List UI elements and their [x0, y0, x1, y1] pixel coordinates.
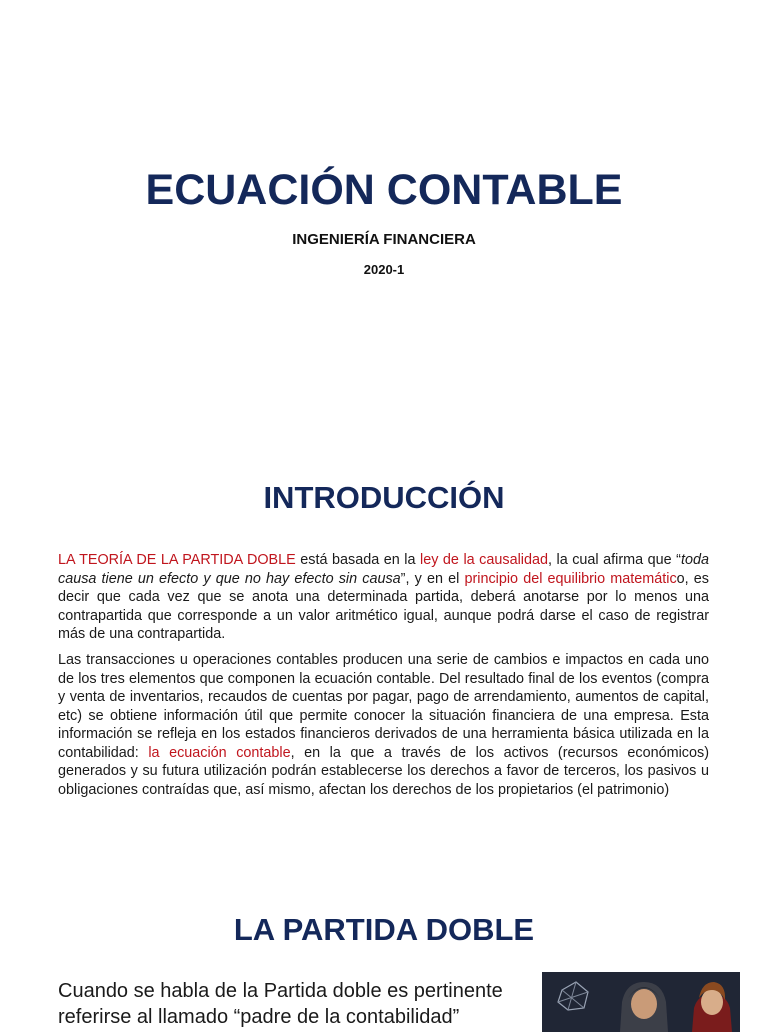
- red-text-ley: ley de la causalidad: [420, 552, 548, 568]
- red-text-teoria: LA TEORÍA DE LA PARTIDA DOBLE: [58, 552, 296, 568]
- document-year: 2020-1: [363, 262, 405, 277]
- portrait-illustration: [542, 972, 740, 1032]
- intro-paragraph-1: [58, 551, 709, 644]
- partida-heading: LA PARTIDA DOBLE: [233, 912, 535, 947]
- document-title: ECUACIÓN CONTABLE: [145, 166, 623, 214]
- portrait-image: [542, 972, 740, 1032]
- plain-text: está basada en la: [295, 552, 420, 568]
- plain-text: ”, y en el: [400, 570, 465, 587]
- intro-paragraph-2: [58, 651, 709, 799]
- plain-text: Las transacciones u operaciones contables producen una serie de cambios e impactos en cada uno de los tres elementos que componen la ecuación contable. Del resultado final de los eventos (compra y venta de inventarios, recaudos de cuentas por pagar, pago de arrendamiento, aumentos de capital, etc) se obtiene información útil que permite conocer la situación financiera de una empresa. Esta información se refleja en los estados financieros derivados de una herramienta básica utilizada en la contabilidad:: [58, 652, 709, 761]
- partida-paragraph: Cuando se habla de la Partida doble es pertinente referirse al llamado “padre de la contabilidad”: [58, 980, 503, 1028]
- plain-text: , en la que a través de los activos (recursos económicos) generados y su futura utilización podrán establecerse los derechos a favor de terceros, los pasivos u obligaciones contraídas que, así mismo, afectan los derechos de los propietarios (el patrimonio): [58, 744, 709, 798]
- red-text-ecuacion: la ecuación contable: [148, 744, 291, 761]
- plain-text: , la cual afirma que “: [547, 552, 681, 568]
- plain-text: o, es decir que cada vez que se anota una determinada partida, deberá anotarse por lo menos una contrapartida que corresponde a un valor aritmético igual, aunque podrá darse el caso de registrar más de una contrapartida.: [58, 570, 710, 642]
- document-subtitle: INGENIERÍA FINANCIERA: [292, 231, 476, 248]
- italic-quote: toda causa tiene un efecto y que no hay efecto sin causa: [58, 552, 709, 587]
- red-text-principio: principio del equilibrio matemátic: [464, 570, 677, 587]
- intro-heading: INTRODUCCIÓN: [263, 480, 505, 515]
